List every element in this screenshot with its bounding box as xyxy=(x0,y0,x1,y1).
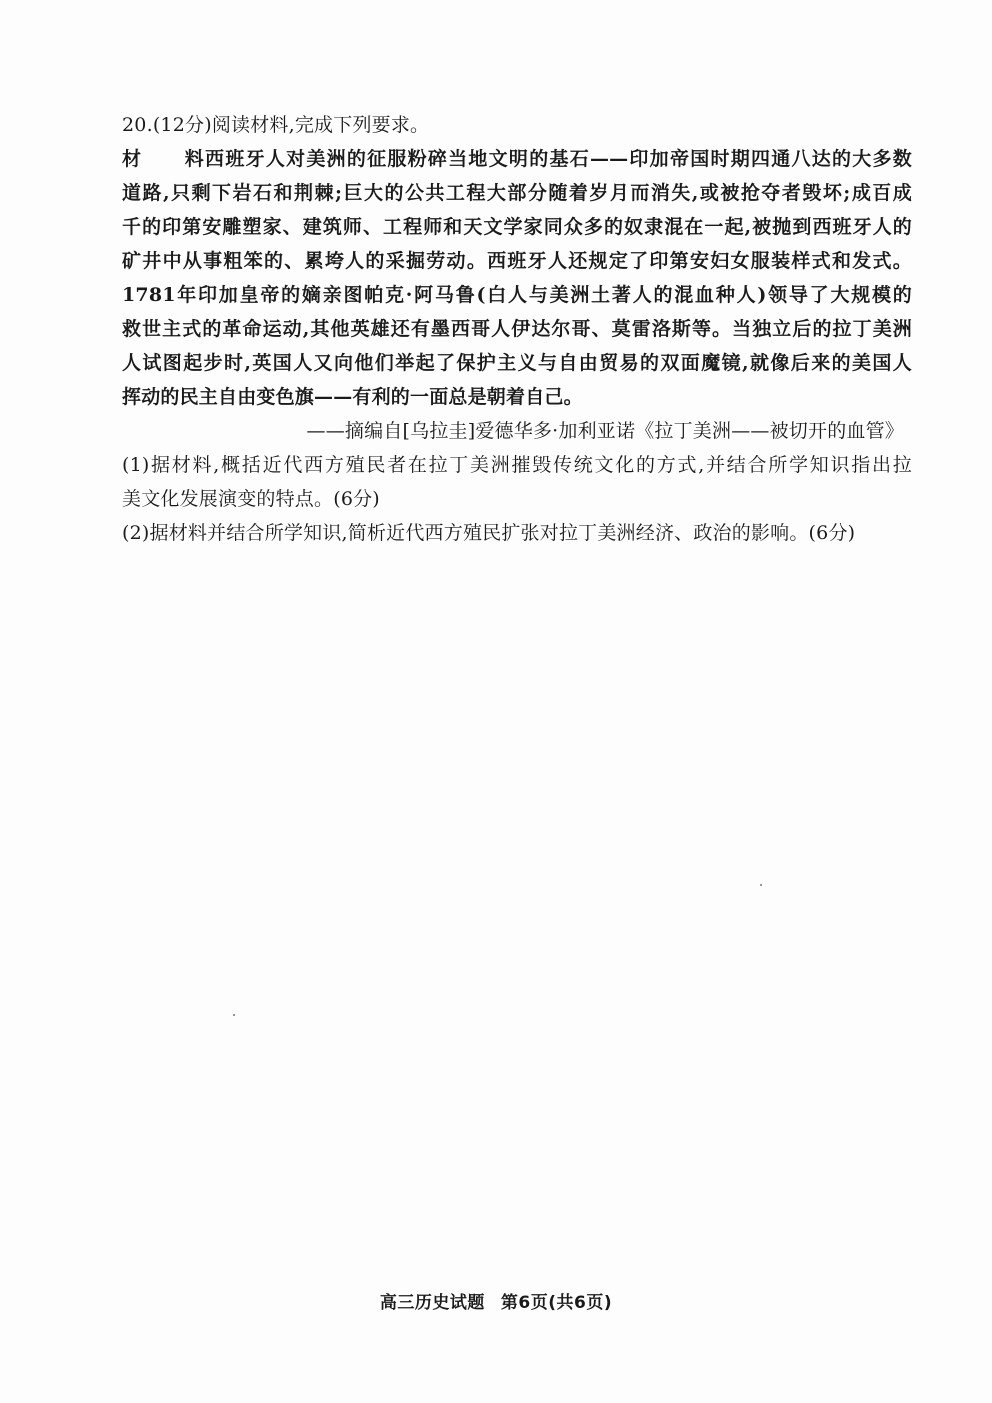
material-line-8: 挥动的民主自由变色旗——有利的一面总是朝着自己。 xyxy=(122,386,583,408)
sub-question-1-cont: 美文化发展演变的特点。(6分) xyxy=(122,488,380,510)
sub-question-1: (1)据材料,概括近代西方殖民者在拉丁美洲摧毁传统文化的方式,并结合所学知识指出拉 xyxy=(122,454,912,476)
scan-speck xyxy=(760,884,762,886)
scan-speck xyxy=(233,1014,235,1016)
material-line-5: 1781年印加皇帝的嫡亲图帕克·阿马鲁(白人与美洲土著人的混血种人)领导了大规模的 xyxy=(122,284,912,306)
question-20 xyxy=(122,108,912,550)
footer-page-number: 第6页(共6页) xyxy=(500,1293,613,1313)
material-line-2: 道路,只剩下岩石和荆棘;巨大的公共工程大部分随着岁月而消失,或被抢夺者毁坏;成百成 xyxy=(122,182,912,204)
question-title: 20.(12分)阅读材料,完成下列要求。 xyxy=(122,114,430,136)
page-footer xyxy=(0,1288,992,1313)
material-line-3: 千的印第安雕塑家、建筑师、工程师和天文学家同众多的奴隶混在一起,被抛到西班牙人的 xyxy=(122,216,912,238)
material-line-6: 救世主式的革命运动,其他英雄还有墨西哥人伊达尔哥、莫雷洛斯等。当独立后的拉丁美洲 xyxy=(122,318,912,340)
material-label: 材料 xyxy=(122,148,204,170)
material-line-7: 人试图起步时,英国人又向他们举起了保护主义与自由贸易的双面魔镜,就像后来的美国人 xyxy=(122,352,912,374)
material-text: 西班牙人对美洲的征服粉碎当地文明的基石——印加帝国时期四通八达的大多数 xyxy=(204,148,912,170)
sub-question-2: (2)据材料并结合所学知识,简析近代西方殖民扩张对拉丁美洲经济、政治的影响。(6分) xyxy=(122,522,856,544)
material-line-4: 矿井中从事粗笨的、累垮人的采掘劳动。西班牙人还规定了印第安妇女服装样式和发式。 xyxy=(122,250,912,272)
material-source: ——摘编自[乌拉圭]爱德华多·加利亚诺《拉丁美洲——被切开的血管》 xyxy=(306,420,904,442)
footer-subject: 高三历史试题 xyxy=(379,1293,485,1313)
material-line-1 xyxy=(122,142,912,176)
